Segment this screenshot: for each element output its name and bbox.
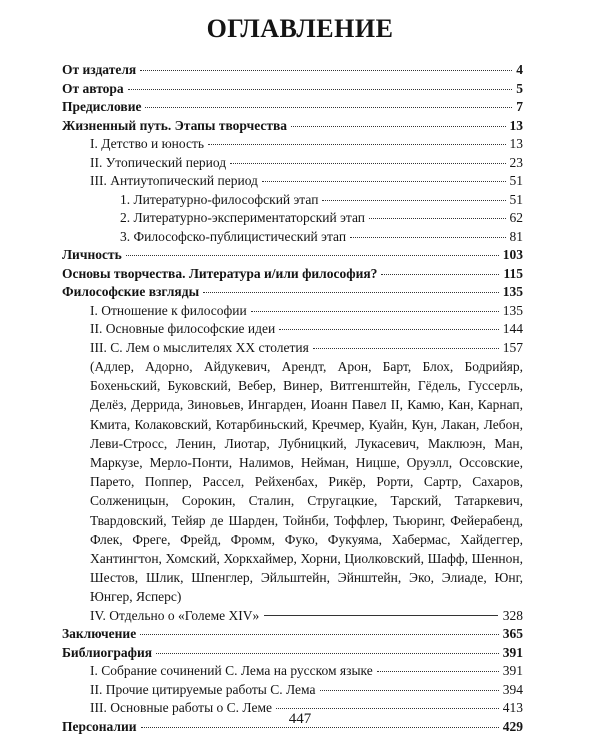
toc-entry <box>62 117 523 136</box>
dot-leader <box>320 690 499 691</box>
dot-leader <box>140 634 499 635</box>
toc-subentry <box>62 320 523 339</box>
toc-entry <box>62 644 523 663</box>
dot-leader <box>140 70 512 71</box>
dot-leader <box>251 311 499 312</box>
dot-leader <box>322 200 505 201</box>
toc-entry-title: 2. Литературно-экспериментаторский этап <box>120 209 367 228</box>
toc-entry-title: III. С. Лем о мыслителях XX столетия <box>90 339 311 358</box>
dot-leader <box>276 708 499 709</box>
toc-entry-title: III. Основные работы о С. Леме <box>90 699 274 718</box>
toc-entry-title: IV. Отдельно о «Големе XIV» <box>90 607 261 626</box>
toc-entry-title: I. Детство и юность <box>90 135 206 154</box>
toc-entry-title: 3. Философско-публицистический этап <box>120 228 348 247</box>
thinkers-list: (Адлер, Адорно, Айдукевич, Арендт, Арон, Барт, Блох, Бодрийяр, Бохеньский, Буковский, Вебер, Винер, Витгенштейн, Гёдель, Гуссерль, Делёз, Деррида, Зиновьев, Ингарден, Иоанн Павел II, Камю, Кан, Карнап, Кмита, Колаковский, Котарбиньский, Кречмер, Куайн, Кун, Лакан, Лебон, Леви-Стросс, Ленин, Лиотар, Лубницкий, Лукасевич, Маклюэн, Ман, Маркузе, Мерло-Понти, Налимов, Нейман, Ницше, Оруэлл, Оссовские, Парето, Поппер, Рассел, Рейхенбах, Рикёр, Рорти, Сартр, Сахаров, Солженицын, Сорокин, Сталин, Стругацкие, Тарский, Татаркевич, Твардовский, Тейяр де Шарден, Тойнби, Тоффлер, Тьюринг, Фейерабенд, Флек, Фреге, Фрейд, Фромм, Фуко, Фукуяма, Хабермас, Хайдеггер, Хантингтон, Хомский, Хоркхаймер, Хорни, Циолковский, Шафф, Шеннон, Шестов, Шлик, Шпенглер, Эйльштейн, Эйнштейн, Эко, Элиаде, Юнг, Юнгер, Ясперс) <box>90 359 523 605</box>
toc-entry-title: Жизненный путь. Этапы творчества <box>62 117 289 136</box>
toc-entry-title: Библиография <box>62 644 154 663</box>
toc-entry <box>62 265 523 284</box>
toc-entry-title: III. Антиутопический период <box>90 172 260 191</box>
toc-entry-page: 157 <box>502 339 523 355</box>
toc-entry-page: 13 <box>509 117 523 133</box>
toc-entry <box>62 80 523 99</box>
dot-leader <box>279 329 499 330</box>
dot-leader <box>262 181 506 182</box>
toc-subentry <box>62 607 523 626</box>
toc-entry <box>62 98 523 117</box>
toc-subentry <box>62 135 523 154</box>
toc-entry-page: 4 <box>516 62 523 77</box>
toc-entry-title: От издателя <box>62 61 138 80</box>
toc-entry <box>62 246 523 265</box>
toc-entry-title: II. Основные философские идеи <box>90 320 277 339</box>
toc-entry-page: 5 <box>516 80 523 96</box>
toc-entry-page: 51 <box>509 173 523 188</box>
table-of-contents <box>62 61 523 736</box>
toc-entry-page: 81 <box>509 228 523 244</box>
toc-entry-page: 328 <box>502 607 523 623</box>
toc-entry-page: 115 <box>503 265 523 281</box>
toc-entry-title: II. Прочие цитируемые работы С. Лема <box>90 681 318 700</box>
dot-leader <box>369 218 505 219</box>
toc-entry-title: Основы творчества. Литература и/или философия? <box>62 265 379 284</box>
toc-entry-title: Персоналии <box>62 718 139 737</box>
toc-subentry <box>62 662 523 681</box>
toc-entry-page: 413 <box>502 700 523 716</box>
toc-subsubentry <box>62 209 523 228</box>
toc-entry-title: I. Отношение к философии <box>90 302 249 321</box>
toc-entry-page: 62 <box>509 210 523 225</box>
dot-leader <box>291 126 505 127</box>
dot-leader <box>381 274 499 275</box>
toc-entry-title: Заключение <box>62 625 138 644</box>
page-number: 447 <box>288 711 312 727</box>
toc-entry <box>62 283 523 302</box>
toc-subsubentry <box>62 228 523 247</box>
toc-entry-page: 144 <box>502 321 523 336</box>
toc-entry-page: 51 <box>509 191 523 207</box>
dot-leader <box>350 237 505 238</box>
dot-leader <box>230 163 505 164</box>
toc-entry-page: 365 <box>502 626 523 642</box>
toc-subentry <box>62 302 523 321</box>
toc-entry-page: 23 <box>509 154 523 170</box>
dot-leader <box>126 255 499 256</box>
toc-entry-page: 429 <box>502 718 523 734</box>
toc-subsubentry <box>62 191 523 210</box>
toc-entry-page: 103 <box>502 247 523 262</box>
toc-entry-page: 391 <box>502 644 523 660</box>
toc-subentry <box>62 154 523 173</box>
dot-leader <box>156 653 499 654</box>
toc-subentry <box>62 172 523 191</box>
dot-leader <box>208 144 505 145</box>
toc-subentry <box>62 339 523 358</box>
dot-leader <box>128 89 513 90</box>
toc-entry-page: 135 <box>502 284 523 299</box>
toc-entry-title: Философские взгляды <box>62 283 201 302</box>
dot-leader <box>313 348 499 349</box>
dot-leader <box>377 671 499 672</box>
toc-entry-title: От автора <box>62 80 126 99</box>
toc-entry-title: Личность <box>62 246 124 265</box>
toc-entry-page: 13 <box>509 136 523 151</box>
toc-entry-page: 394 <box>502 681 523 697</box>
dot-leader <box>145 107 512 108</box>
toc-entry-title: I. Собрание сочинений С. Лема на русском языке <box>90 662 375 681</box>
dot-leader <box>203 292 499 293</box>
page-title: ОГЛАВЛЕНИЕ <box>206 14 394 43</box>
toc-entry-page: 391 <box>502 663 523 679</box>
toc-entry-title: 1. Литературно-философский этап <box>120 191 320 210</box>
toc-entry-page: 7 <box>516 99 523 114</box>
toc-entry-title: Предисловие <box>62 98 143 117</box>
toc-entry-title: II. Утопический период <box>90 154 228 173</box>
leader-line <box>264 615 497 616</box>
toc-entry-page: 135 <box>502 302 523 318</box>
toc-entry <box>62 61 523 80</box>
toc-subentry <box>62 681 523 700</box>
toc-entry <box>62 625 523 644</box>
